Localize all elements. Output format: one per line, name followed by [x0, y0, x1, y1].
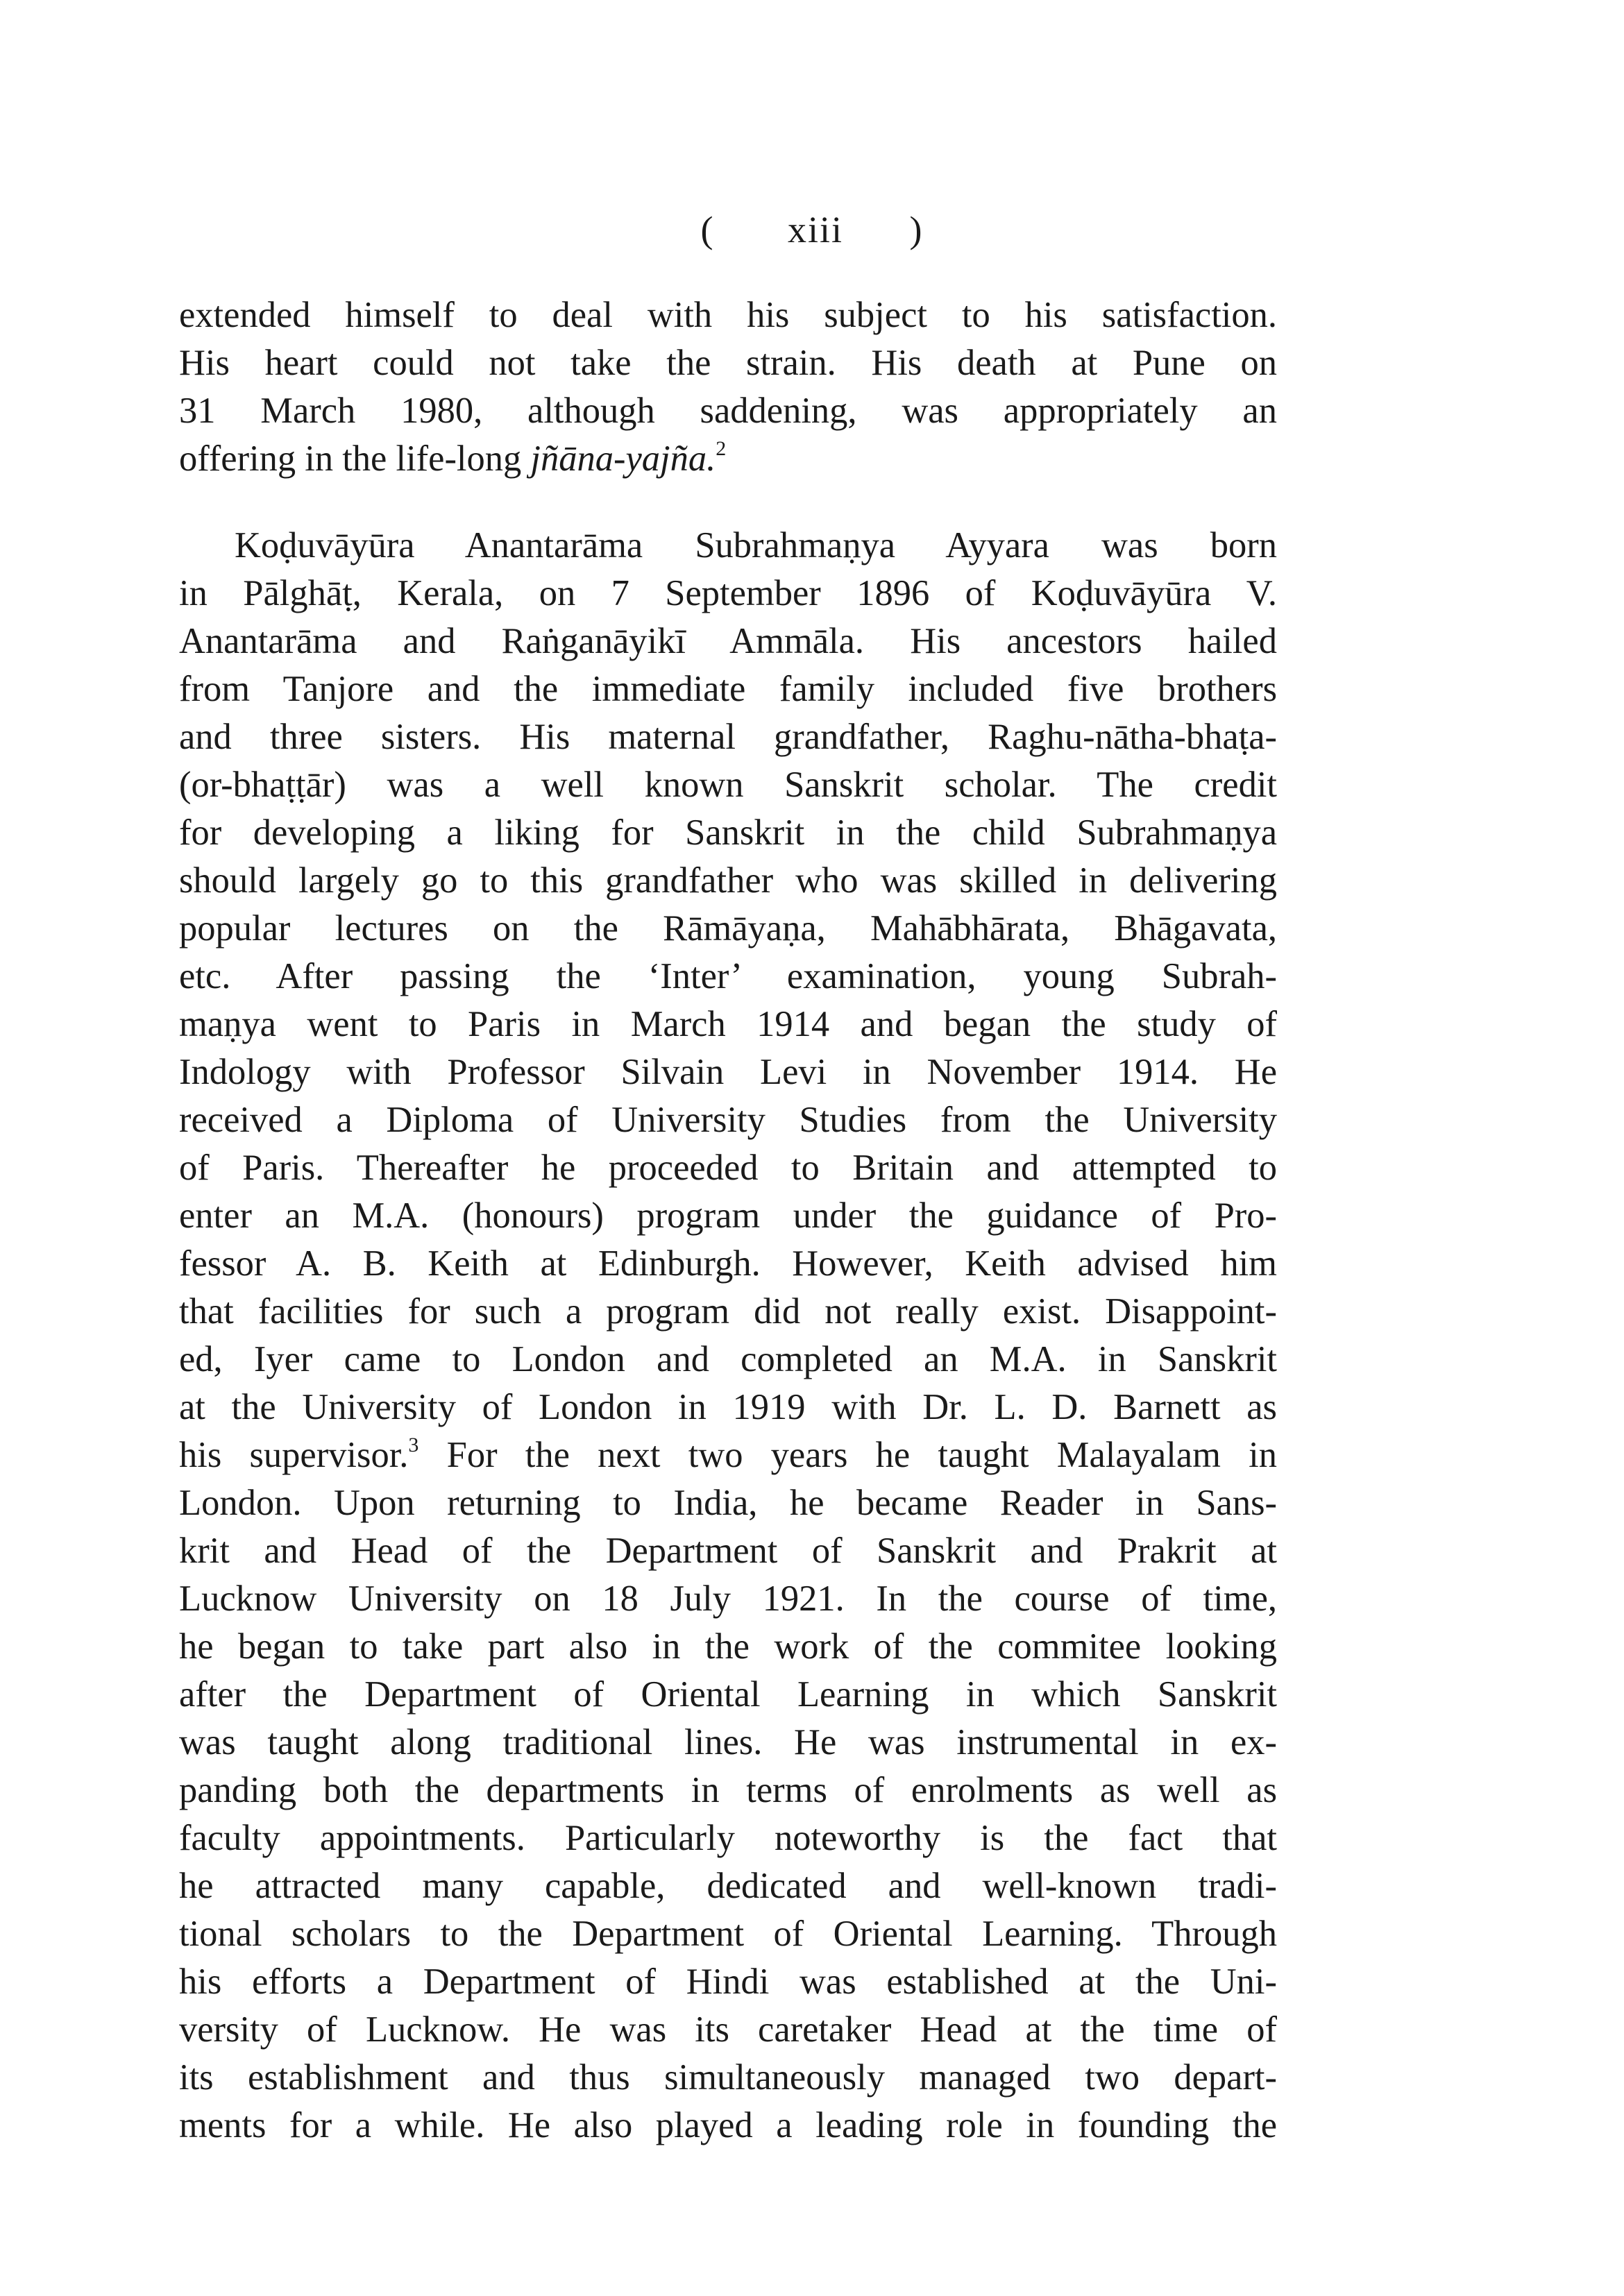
text-line: Anantarāma and Raṅganāyikī Ammāla. His ancestors hailed [179, 621, 1277, 661]
page-number: xiii [787, 209, 843, 250]
italic-term: jñāna-yajña. [530, 439, 716, 479]
footnote-ref: 2 [716, 437, 727, 460]
text-line: and three sisters. His maternal grandfather, Raghu-nātha-bhaṭa- [179, 717, 1277, 757]
text-line: Lucknow University on 18 July 1921. In the course of time, [179, 1579, 1277, 1619]
text-line [179, 1431, 1277, 1479]
text-line: of Paris. Thereafter he proceeded to Britain and attempted to [179, 1148, 1277, 1188]
text-fragment: his supervisor. [179, 1435, 409, 1475]
text-line: krit and Head of the Department of Sanskrit and Prakrit at [179, 1531, 1277, 1571]
text-line: ed, Iyer came to London and completed an M.A. in Sanskrit [179, 1339, 1277, 1379]
text-line: London. Upon returning to India, he became Reader in Sans- [179, 1483, 1277, 1523]
text-line: versity of Lucknow. He was its caretaker Head at the time of [179, 2009, 1277, 2050]
text-line: for developing a liking for Sanskrit in the child Subrahmaṇya [179, 813, 1277, 853]
text-line: was taught along traditional lines. He was instrumental in ex- [179, 1722, 1277, 1762]
text-line: its establishment and thus simultaneously managed two depart- [179, 2057, 1277, 2098]
text-line: etc. After passing the ‘Inter’ examination, young Subrah- [179, 956, 1277, 996]
text-line: tional scholars to the Department of Oriental Learning. Through [179, 1914, 1277, 1954]
text-line: faculty appointments. Particularly noteworthy is the fact that [179, 1818, 1277, 1858]
text-line: 31 March 1980, although saddening, was appropriately an [179, 391, 1277, 431]
page-number-header [0, 208, 1624, 251]
text-line: after the Department of Oriental Learning in which Sanskrit [179, 1674, 1277, 1715]
text-fragment: offering in the life-long [179, 439, 531, 479]
text-line: in Pālghāṭ, Kerala, on 7 September 1896 of Koḍuvāyūra V. [179, 573, 1277, 613]
body-text [179, 291, 1277, 2150]
text-line [179, 435, 1277, 483]
text-line: (or-bhaṭṭār) was a well known Sanskrit scholar. The credit [179, 765, 1277, 805]
text-line: maṇya went to Paris in March 1914 and began the study of [179, 1004, 1277, 1044]
text-line: popular lectures on the Rāmāyaṇa, Mahābhārata, Bhāgavata, [179, 908, 1277, 949]
text-line: His heart could not take the strain. His death at Pune on [179, 343, 1277, 383]
text-line: fessor A. B. Keith at Edinburgh. However, Keith advised him [179, 1243, 1277, 1284]
text-line: that facilities for such a program did not really exist. Disappoint- [179, 1291, 1277, 1332]
text-line: at the University of London in 1919 with Dr. L. D. Barnett as [179, 1387, 1277, 1427]
footnote-ref: 3 [408, 1434, 419, 1456]
text-line: extended himself to deal with his subject to his satisfaction. [179, 295, 1277, 335]
text-line: should largely go to this grandfather who was skilled in delivering [179, 860, 1277, 901]
text-line: he attracted many capable, dedicated and well-known tradi- [179, 1866, 1277, 1906]
text-line: enter an M.A. (honours) program under the guidance of Pro- [179, 1196, 1277, 1236]
text-line: Koḍuvāyūra Anantarāma Subrahmaṇya Ayyara was born [235, 525, 1277, 566]
text-line: his efforts a Department of Hindi was established at the Uni- [179, 1962, 1277, 2002]
text-line: Indology with Professor Silvain Levi in November 1914. He [179, 1052, 1277, 1092]
text-fragment: For the next two years he taught Malayalam in [418, 1435, 1277, 1475]
text-line: he began to take part also in the work of the commitee looking [179, 1626, 1277, 1667]
paragraph-2 [179, 522, 1277, 2150]
text-line: ments for a while. He also played a leading role in founding the [179, 2105, 1277, 2145]
close-paren: ) [909, 209, 924, 250]
text-line: panding both the departments in terms of enrolments as well as [179, 1770, 1277, 1810]
text-line: from Tanjore and the immediate family included five brothers [179, 669, 1277, 709]
open-paren: ( [700, 209, 715, 250]
paragraph-1 [179, 291, 1277, 483]
text-line: received a Diploma of University Studies from the University [179, 1100, 1277, 1140]
